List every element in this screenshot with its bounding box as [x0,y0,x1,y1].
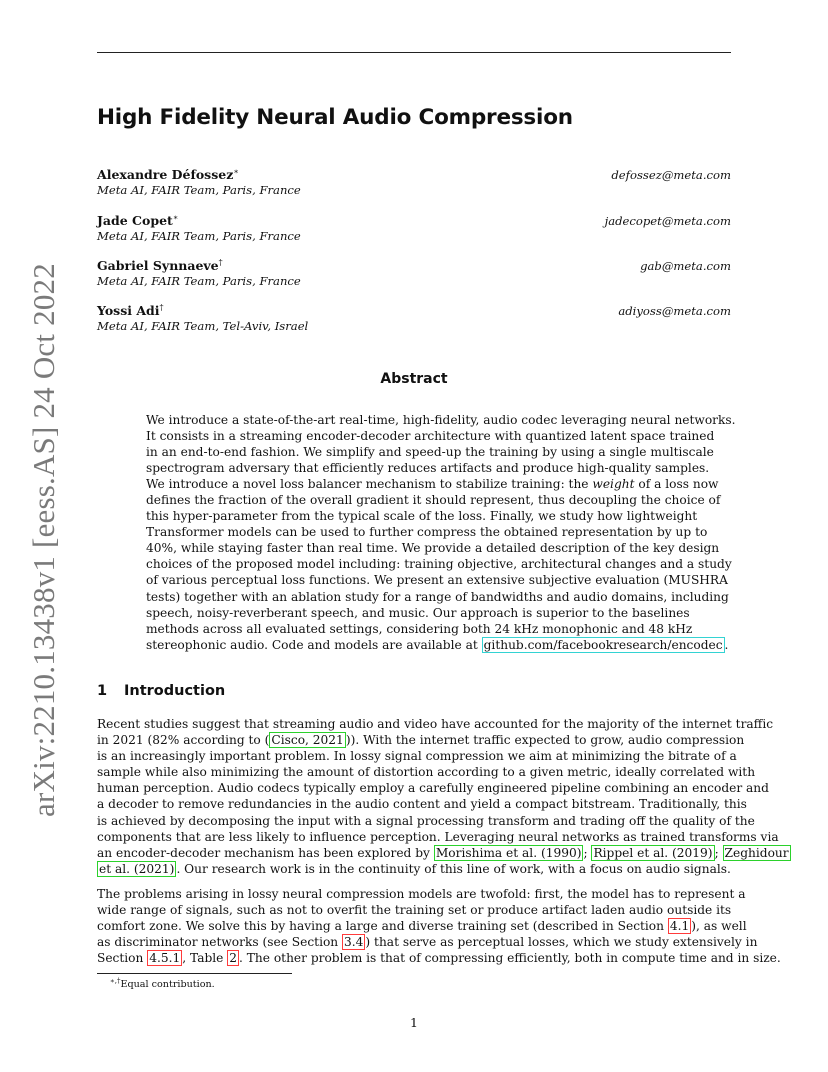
ref-table-2[interactable]: 2 [229,951,238,966]
author-affiliation: Meta AI, FAIR Team, Paris, France [97,274,301,288]
text-line: a decoder to remove redundancies in the audio content and yield a compact bitstream. Traditionally, this [97,797,747,812]
abstract-line: Transformer models can be used to further compress the obtained representation by up to [146,525,708,540]
author-email[interactable]: gab@meta.com [640,259,731,273]
ref-section-4-5-1[interactable]: 4.5.1 [149,951,181,966]
author-affiliation: Meta AI, FAIR Team, Tel-Aviv, Israel [97,319,309,333]
abstract-line: methods across all evaluated settings, considering both 24 kHz monophonic and 48 kHz [146,621,693,636]
text-line: The problems arising in lossy neural compression models are twofold: first, the model has to represent a [97,887,746,901]
footnote-rule [97,973,292,974]
abstract-line: We introduce a novel loss balancer mechanism to stabilize training: the weight of a loss now [146,477,719,492]
abstract-line: We introduce a state-of-the-art real-time, high-fidelity, audio codec leveraging neural networks. [146,413,736,427]
author-email[interactable]: adiyoss@meta.com [618,304,731,318]
author-email[interactable]: jadecopet@meta.com [604,214,731,228]
abstract-line: in an end-to-end fashion. We simplify and speed-up the training by using a single multiscale [146,445,714,460]
citation-morishima[interactable]: Morishima et al. (1990) [435,845,582,860]
section-heading: 1 Introduction [97,683,226,699]
text-line: in 2021 (82% according to ( Cisco, 2021 )). With the internet traffic expected to grow, audio compression [97,733,745,748]
paragraph-1 [97,716,789,877]
text-line: wide range of signals, such as not to overfit the training set or produce artifact laden audio outside its [97,903,732,918]
author-name: Alexandre Défossez∗ [97,167,239,183]
text-line: is achieved by decomposing the input with a signal processing transform and trading off the quality of the [97,813,755,828]
author-name: Jade Copet∗ [97,213,179,229]
author-affiliation: Meta AI, FAIR Team, Paris, France [97,229,301,243]
abstract-line: defines the fraction of the overall gradient it should represent, thus decoupling the choice of [146,493,721,508]
citation-zeghidour[interactable]: Zeghidour [724,845,789,860]
text-line: components that are less likely to influence perception. Leveraging neural networks as trained transforms via [97,829,779,844]
header-rule [97,52,731,53]
paragraph-2 [97,886,781,966]
footnote: ∗,†Equal contribution. [110,977,215,991]
citation-rippel[interactable]: Rippel et al. (2019) [593,845,713,860]
abstract-line: 40%, while staying faster than real time. We provide a detailed description of the key design [146,541,720,556]
ref-section-3-4[interactable]: 3.4 [344,935,364,950]
paper-title: High Fidelity Neural Audio Compression [97,105,573,130]
text-line: as discriminator networks (see Section 3.4 ) that serve as perceptual losses, which we study extensively in [97,935,758,950]
text-line: Section 4.5.1 , Table 2 . The other problem is that of compressing efficiently, both in compute time and in size. [97,951,781,966]
abstract-line: choices of the proposed model including: training objective, architectural changes and a study [146,557,732,572]
ref-section-4-1[interactable]: 4.1 [669,919,690,934]
text-line: et al. (2021) . Our research work is in the continuity of this line of work, with a focus on audio signals. [99,861,731,876]
abstract-line: spectrogram adversary that efficiently reduces artifacts and produce high-quality samples. [146,461,710,476]
abstract-text [146,412,736,653]
text-line: human perception. Audio codecs typically employ a carefully engineered pipeline combining an encoder and [97,781,769,796]
abstract-line: It consists in a streaming encoder-decoder architecture with quantized latent space trained [146,429,715,444]
emphasis-weight: weight [592,477,635,492]
text-line: sample while also minimizing the amount of distortion according to a given metric, ideally correlated with [97,765,756,780]
arxiv-stamp: arXiv:2210.13438v1 [eess.AS] 24 Oct 2022 [26,263,61,817]
citation-cisco[interactable]: Cisco, 2021 [271,733,344,748]
citation-zeghidour-cont[interactable]: et al. (2021) [99,861,175,876]
page-number: 1 [410,1015,418,1030]
abstract-line: tests) together with an ablation study for a range of bandwidths and audio domains, including [146,589,729,604]
abstract-line: speech, noisy-reverberant speech, and music. Our approach is superior to the baselines [146,605,690,620]
abstract-line: stereophonic audio. Code and models are available at github.com/facebookresearch/encodec . [146,637,729,652]
author-email[interactable]: defossez@meta.com [611,168,731,182]
text-line: an encoder-decoder mechanism has been explored by Morishima et al. (1990) ; Rippel et al. (2019) ; Zeghidour [97,845,789,860]
abstract-heading: Abstract [380,371,448,387]
abstract-line: of various perceptual loss functions. We present an extensive subjective evaluation (MUSHRA [146,573,728,588]
text-line: comfort zone. We solve this by having a large and diverse training set (described in Section 4.1 ), as well [97,919,747,934]
code-link[interactable]: github.com/facebookresearch/encodec [483,637,723,652]
author-name: Gabriel Synnaeve† [97,258,223,274]
text-line: Recent studies suggest that streaming audio and video have accounted for the majority of the internet traffic [97,717,774,731]
author-affiliation: Meta AI, FAIR Team, Paris, France [97,183,301,197]
abstract-line: this hyper-parameter from the typical scale of the loss. Finally, we study how lightweight [146,509,698,524]
text-line: is an increasingly important problem. In lossy signal compression we aim at minimizing the bitrate of a [97,749,737,764]
author-name: Yossi Adi† [97,303,164,319]
